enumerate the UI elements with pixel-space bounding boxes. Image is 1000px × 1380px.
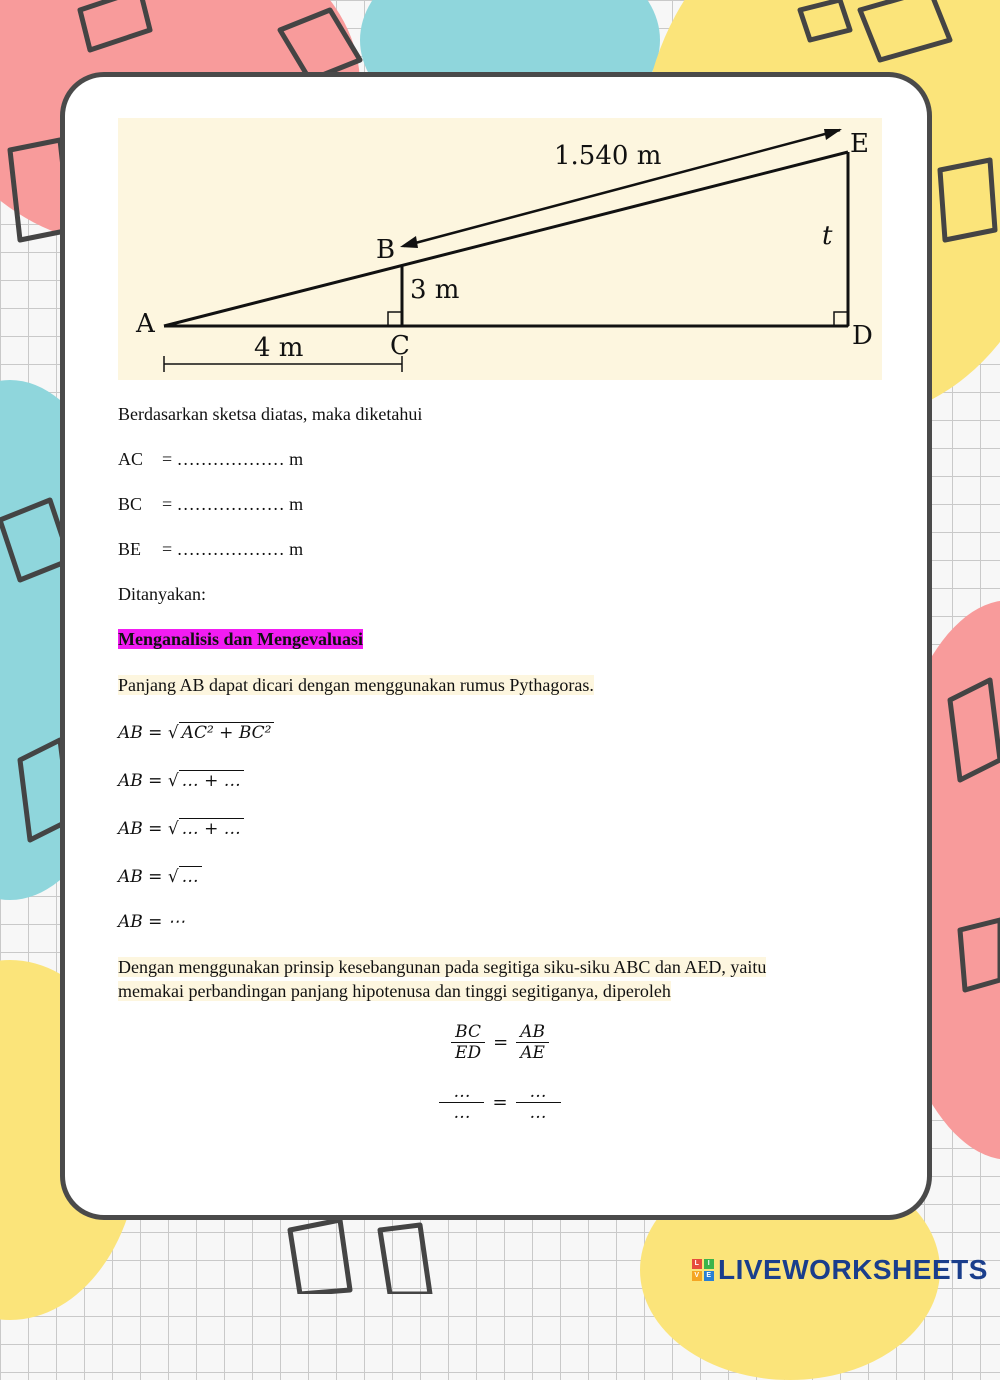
label-length-ac: 4 m xyxy=(254,333,304,363)
step-lhs: AB = xyxy=(118,819,163,839)
step-radical-blank[interactable]: … xyxy=(179,866,202,887)
similarity-line-1-text: Dengan menggunakan prinsip kesebangunan pada segitiga siku-siku ABC dan AED, yaitu xyxy=(118,957,767,977)
ratio-equation-2 xyxy=(0,1082,1000,1123)
step-radical-blank[interactable]: … + … xyxy=(179,770,244,791)
logo-mark-tile: E xyxy=(704,1271,714,1281)
known-row-blank[interactable]: = ……………… m xyxy=(162,539,304,559)
known-row-label: BC xyxy=(118,494,143,514)
known-intro: Berdasarkan sketsa diatas, maka diketahui xyxy=(118,404,423,424)
logo-mark-tile: V xyxy=(692,1271,702,1281)
label-length-be: 1.540 m xyxy=(554,141,662,171)
fraction-bc-ed xyxy=(451,1022,485,1063)
arrowhead-e xyxy=(824,129,842,140)
arrowhead-b xyxy=(400,236,418,248)
fraction-blank-left[interactable] xyxy=(439,1082,484,1123)
logo-mark-icon xyxy=(692,1259,714,1281)
step-lhs: AB = xyxy=(118,723,163,743)
logo-mark-tile: I xyxy=(704,1259,714,1269)
known-row-bc xyxy=(118,494,303,515)
equals-sign: = xyxy=(492,1092,508,1113)
triangle-diagram xyxy=(118,118,882,380)
step-radical: AC² + BC² xyxy=(179,722,275,743)
liveworksheets-logo[interactable] xyxy=(692,1252,988,1288)
step-lhs: AB = xyxy=(118,771,163,791)
right-angle-d xyxy=(834,312,848,326)
known-row-blank[interactable]: = ……………… m xyxy=(162,494,304,514)
pythagoras-intro xyxy=(118,675,594,696)
sqrt-symbol: √ xyxy=(167,771,179,791)
section-heading-text: Menganalisis dan Mengevaluasi xyxy=(118,629,364,649)
fraction-numerator: BC xyxy=(451,1022,485,1043)
label-length-bc: 3 m xyxy=(410,275,460,305)
right-angle-c xyxy=(388,312,402,326)
logo-mark-tile: L xyxy=(692,1259,702,1269)
step-lhs: AB = xyxy=(118,867,163,887)
pythagoras-step-1 xyxy=(118,722,274,743)
triangle-figure xyxy=(118,118,882,380)
pythagoras-step-5[interactable] xyxy=(118,912,185,932)
sqrt-symbol: √ xyxy=(167,723,179,743)
known-row-label: BE xyxy=(118,539,142,559)
known-row-blank[interactable]: = ……………… m xyxy=(162,449,304,469)
label-b: B xyxy=(376,235,396,265)
label-a: A xyxy=(136,309,155,339)
fraction-denominator: ED xyxy=(455,1043,482,1063)
label-c: C xyxy=(390,331,410,361)
fraction-blank-right[interactable] xyxy=(516,1082,561,1123)
equals-sign: = xyxy=(493,1032,509,1053)
step-radical-blank[interactable]: … + … xyxy=(179,818,244,839)
pythagoras-intro-text: Panjang AB dapat dicari dengan menggunakan rumus Pythagoras. xyxy=(118,675,594,695)
known-row-be xyxy=(118,539,303,560)
label-d: D xyxy=(852,321,873,351)
logo-text: LIVEWORKSHEETS xyxy=(718,1254,988,1285)
similarity-line-2-text: memakai perbandingan panjang hipotenusa dan tinggi segitiganya, diperoleh xyxy=(118,981,671,1001)
fraction-ab-ae xyxy=(516,1022,549,1063)
fraction-numerator: AB xyxy=(516,1022,549,1043)
ratio-equation-1 xyxy=(0,1022,1000,1063)
label-height-t: t xyxy=(822,221,833,251)
fraction-numerator-blank[interactable]: … xyxy=(516,1082,561,1103)
known-row-ac xyxy=(118,449,303,470)
fraction-numerator-blank[interactable]: … xyxy=(439,1082,484,1103)
similarity-line-2 xyxy=(118,981,671,1002)
sqrt-symbol: √ xyxy=(167,819,179,839)
label-e: E xyxy=(850,129,869,159)
section-heading xyxy=(118,629,363,650)
line-ae xyxy=(164,152,848,326)
pythagoras-step-4 xyxy=(118,866,202,887)
asked-label: Ditanyakan: xyxy=(118,584,206,604)
sqrt-symbol: √ xyxy=(167,867,179,887)
fraction-denominator: AE xyxy=(520,1043,545,1063)
pythagoras-step-3 xyxy=(118,818,244,839)
similarity-line-1 xyxy=(118,957,766,978)
step-lhs[interactable]: AB = ⋯ xyxy=(118,912,185,932)
pythagoras-step-2 xyxy=(118,770,244,791)
known-row-label: AC xyxy=(118,449,144,469)
fraction-denominator-blank[interactable]: … xyxy=(453,1103,471,1123)
fraction-denominator-blank[interactable]: … xyxy=(529,1103,547,1123)
